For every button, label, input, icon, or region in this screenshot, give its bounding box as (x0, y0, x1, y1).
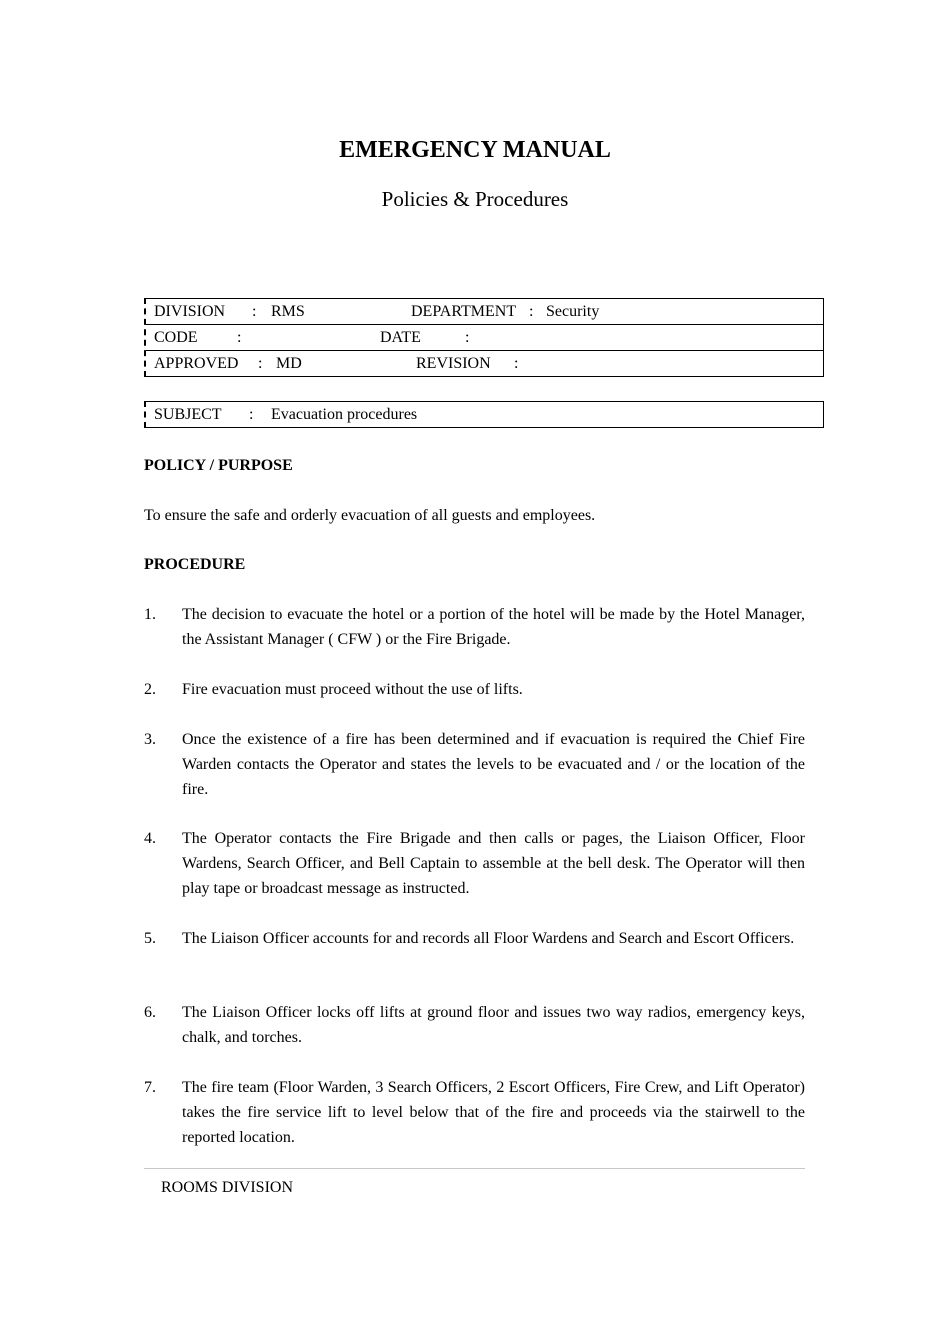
approved-separator: : (258, 355, 263, 372)
procedure-item-text: The Liaison Officer locks off lifts at ground floor and issues two way radios, emergency keys, chalk, and torches. (182, 1004, 805, 1046)
procedure-item-text: The Operator contacts the Fire Brigade and then calls or pages, the Liaison Officer, Floor Wardens, Search Officer, and Bell Captain to assemble at the bell desk. The Operator will then play tape or broadcast message as instructed. (182, 830, 805, 897)
department-separator: : (529, 303, 534, 320)
subject-value: Evacuation procedures (271, 406, 418, 423)
code-separator: : (237, 329, 242, 346)
department-label: DEPARTMENT (411, 303, 517, 320)
procedure-item-number: 6. (144, 1004, 156, 1021)
meta-row-division (146, 299, 823, 325)
footer-divider (144, 1168, 805, 1169)
policy-text: To ensure the safe and orderly evacuation of all guests and employees. (144, 507, 596, 524)
document-title: EMERGENCY MANUAL (339, 137, 611, 163)
meta-table (144, 298, 824, 377)
procedure-item-number: 2. (144, 681, 156, 698)
procedure-item-text: Fire evacuation must proceed without the use of lifts. (182, 681, 523, 698)
footer-text: ROOMS DIVISION (161, 1179, 294, 1196)
procedure-item-number: 1. (144, 606, 156, 623)
procedure-item-number: 4. (144, 830, 156, 847)
subject-separator: : (249, 406, 254, 423)
department-value: Security (546, 303, 600, 320)
code-label: CODE (154, 329, 198, 346)
procedure-item-number: 7. (144, 1079, 156, 1096)
procedure-item-text: The decision to evacuate the hotel or a portion of the hotel will be made by the Hotel Manager, the Assistant Manager ( CFW ) or the Fire Brigade. (182, 606, 805, 648)
division-separator: : (252, 303, 257, 320)
division-label: DIVISION (154, 303, 226, 320)
procedure-item-text: The Liaison Officer accounts for and records all Floor Wardens and Search and Escort Officers. (182, 930, 795, 947)
policy-heading: POLICY / PURPOSE (144, 457, 293, 474)
division-value: RMS (271, 303, 305, 320)
approved-label: APPROVED (154, 355, 239, 372)
revision-separator: : (514, 355, 519, 372)
date-label: DATE (380, 329, 421, 346)
meta-row-code (146, 325, 823, 351)
approved-value: MD (276, 355, 302, 372)
procedure-item-text: Once the existence of a fire has been determined and if evacuation is required the Chief Fire Warden contacts the Operator and states the levels to be evacuated and / or the location of the fire. (182, 731, 805, 798)
revision-label: REVISION (416, 355, 491, 372)
subject-box (144, 401, 824, 428)
procedure-item-number: 3. (144, 731, 156, 748)
document-subtitle: Policies & Procedures (381, 187, 569, 211)
procedure-heading: PROCEDURE (144, 556, 246, 573)
meta-row-approved (146, 351, 823, 376)
subject-label: SUBJECT (154, 406, 222, 423)
procedure-item-text: The fire team (Floor Warden, 3 Search Officers, 2 Escort Officers, Fire Crew, and Lift Operator) takes the fire service lift to level below that of the fire and proceeds via the stairwell to the reported location. (182, 1079, 805, 1146)
procedure-item-number: 5. (144, 930, 156, 947)
date-separator: : (465, 329, 470, 346)
